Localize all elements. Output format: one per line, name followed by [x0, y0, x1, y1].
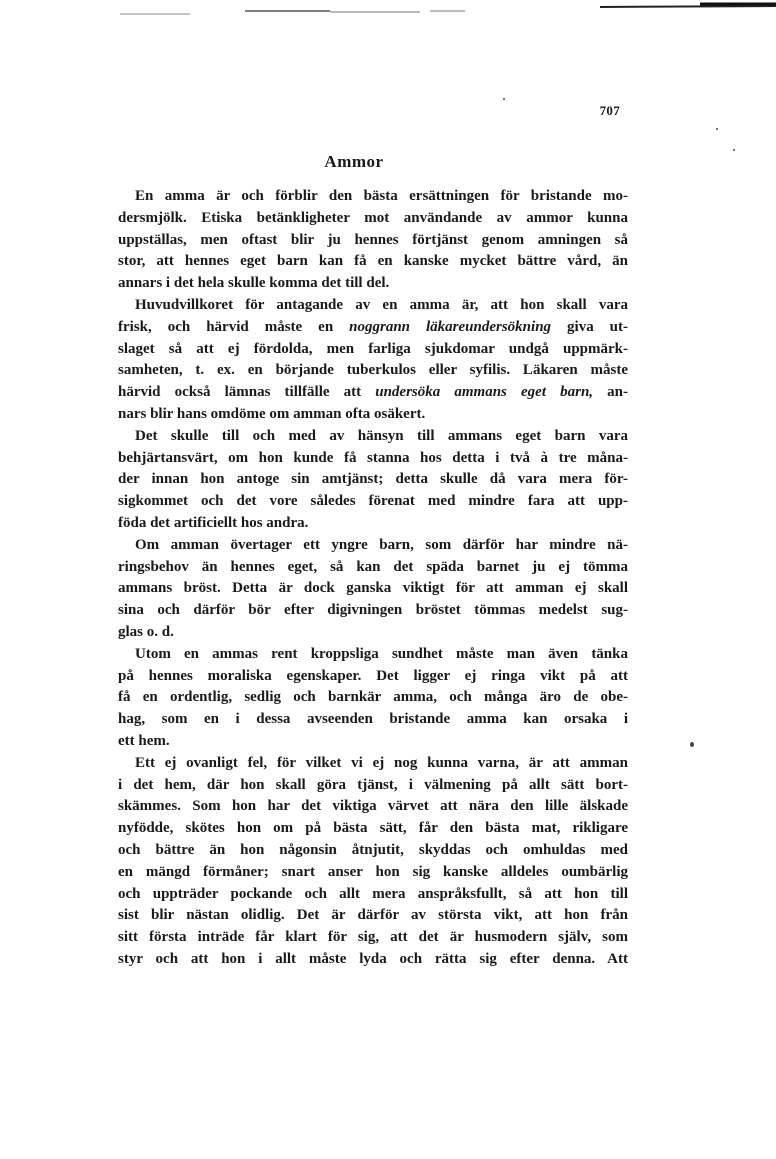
text-line: Om amman övertager ett yngre barn, som därför har mindre nä-: [135, 536, 628, 553]
text-line: styr och att hon i allt måste lyda och rätta sig efter denna. Att: [118, 950, 628, 967]
text-line: i det hem, där hon skall göra tjänst, i välmening på allt sätt bort-: [118, 776, 628, 793]
text-line: nars blir hans omdöme om amman ofta osäkert.: [118, 405, 426, 422]
text-line: nyfödde, skötes hon om på bästa sätt, får den bästa mat, rikligare: [118, 820, 628, 837]
paragraph-4: [118, 535, 628, 644]
body-text: [118, 186, 628, 971]
text-line: behjärtansvärt, om hon kunde få stanna hos detta i två à tre måna-: [118, 449, 628, 466]
text-line: ringsbehov än hennes eget, så kan det späda barnet ju ej tömma: [118, 558, 628, 575]
text-line: och uppträder pockande och allt mera anspråksfullt, så att hon till: [118, 885, 628, 902]
text-run: frisk, och härvid måste en: [118, 318, 350, 335]
paragraph-2: [118, 295, 628, 426]
text-line: [118, 382, 628, 404]
text-line: få en ordentlig, sedlig och barnkär amma, och många äro de obe-: [118, 689, 628, 706]
text-line: skämmes. Som hon har det viktiga värvet att nära den lille älskade: [118, 798, 628, 815]
paragraph-5: [118, 644, 628, 753]
paragraph-3: [118, 426, 628, 535]
text-line: Det skulle till och med av hänsyn till ammans eget barn vara: [135, 427, 628, 444]
text-line: en mängd förmåner; snart anser hon sig kanske alldeles oumbärlig: [118, 863, 628, 880]
text-run: härvid också lämnas tillfälle att: [118, 384, 376, 401]
text-line: Utom en ammas rent kroppsliga sundhet måste man även tänka: [135, 645, 628, 662]
page-title: Ammor: [324, 152, 384, 171]
scan-speck: [733, 149, 735, 151]
page-number: 707: [599, 103, 620, 118]
text-line: sitt första inträde får klart för sig, att det är husmodern själv, som: [118, 929, 628, 946]
text-line: glas o. d.: [118, 623, 174, 640]
scan-artifact-top-rule: [0, 0, 776, 16]
text-line: Ett ej ovanligt fel, för vilket vi ej nog kunna varna, är att amman: [135, 754, 628, 771]
text-line: ammans bröst. Detta är dock ganska viktigt för att amman ej skall: [118, 580, 628, 597]
paragraph-6: [118, 753, 628, 971]
scan-speck: [716, 128, 718, 130]
text-line: sigkommet och det vore således förenat med mindre fara att upp-: [118, 493, 628, 510]
text-line: [118, 317, 628, 339]
text-run: an-: [593, 384, 628, 401]
text-line: stor, att hennes eget barn kan få en kanske mycket bättre vård, än: [118, 253, 628, 270]
text-run: giva ut-: [551, 318, 628, 335]
text-line: sina och därför bör efter digivningen bröstet tömmas medelst sug-: [118, 602, 628, 619]
text-line: slaget så att ej fördolda, men farliga sjukdomar undgå uppmärk-: [118, 340, 628, 357]
text-line: Huvudvillkoret för antagande av en amma är, att hon skall vara: [135, 296, 628, 313]
text-line: sist blir nästan olidlig. Det är därför av största vikt, att hon från: [118, 907, 628, 924]
scan-speck: [503, 98, 505, 100]
paragraph-1: [118, 186, 628, 295]
scan-speck: [690, 742, 694, 747]
emphasis-text: noggrann läkareundersökning: [349, 318, 552, 335]
text-line: ett hem.: [118, 732, 170, 749]
text-line: der innan hon antoge sin amtjänst; detta skulle då vara mera för-: [118, 471, 628, 488]
text-line: och bättre än hon någonsin åtnjutit, skyddas och omhuldas med: [118, 841, 628, 858]
text-line: dersmjölk. Etiska betänkligheter mot användande av ammor kunna: [118, 209, 628, 226]
text-line: En amma är och förblir den bästa ersättningen för bristande mo-: [135, 188, 628, 204]
text-line: på hennes moraliska egenskaper. Det ligger ej ringa vikt på att: [118, 667, 628, 684]
text-line: uppställas, men oftast blir ju hennes förtjänst genom amningen så: [118, 231, 628, 248]
text-line: samheten, t. ex. en börjande tuberkulos eller syfilis. Läkaren måste: [118, 362, 628, 379]
text-line: föda det artificiellt hos andra.: [118, 514, 309, 531]
text-line: hag, som en i dessa avseenden bristande amma kan orsaka i: [118, 711, 628, 728]
emphasis-text: undersöka ammans eget barn,: [375, 384, 594, 401]
text-line: annars i det hela skulle komma det till del.: [118, 275, 390, 292]
